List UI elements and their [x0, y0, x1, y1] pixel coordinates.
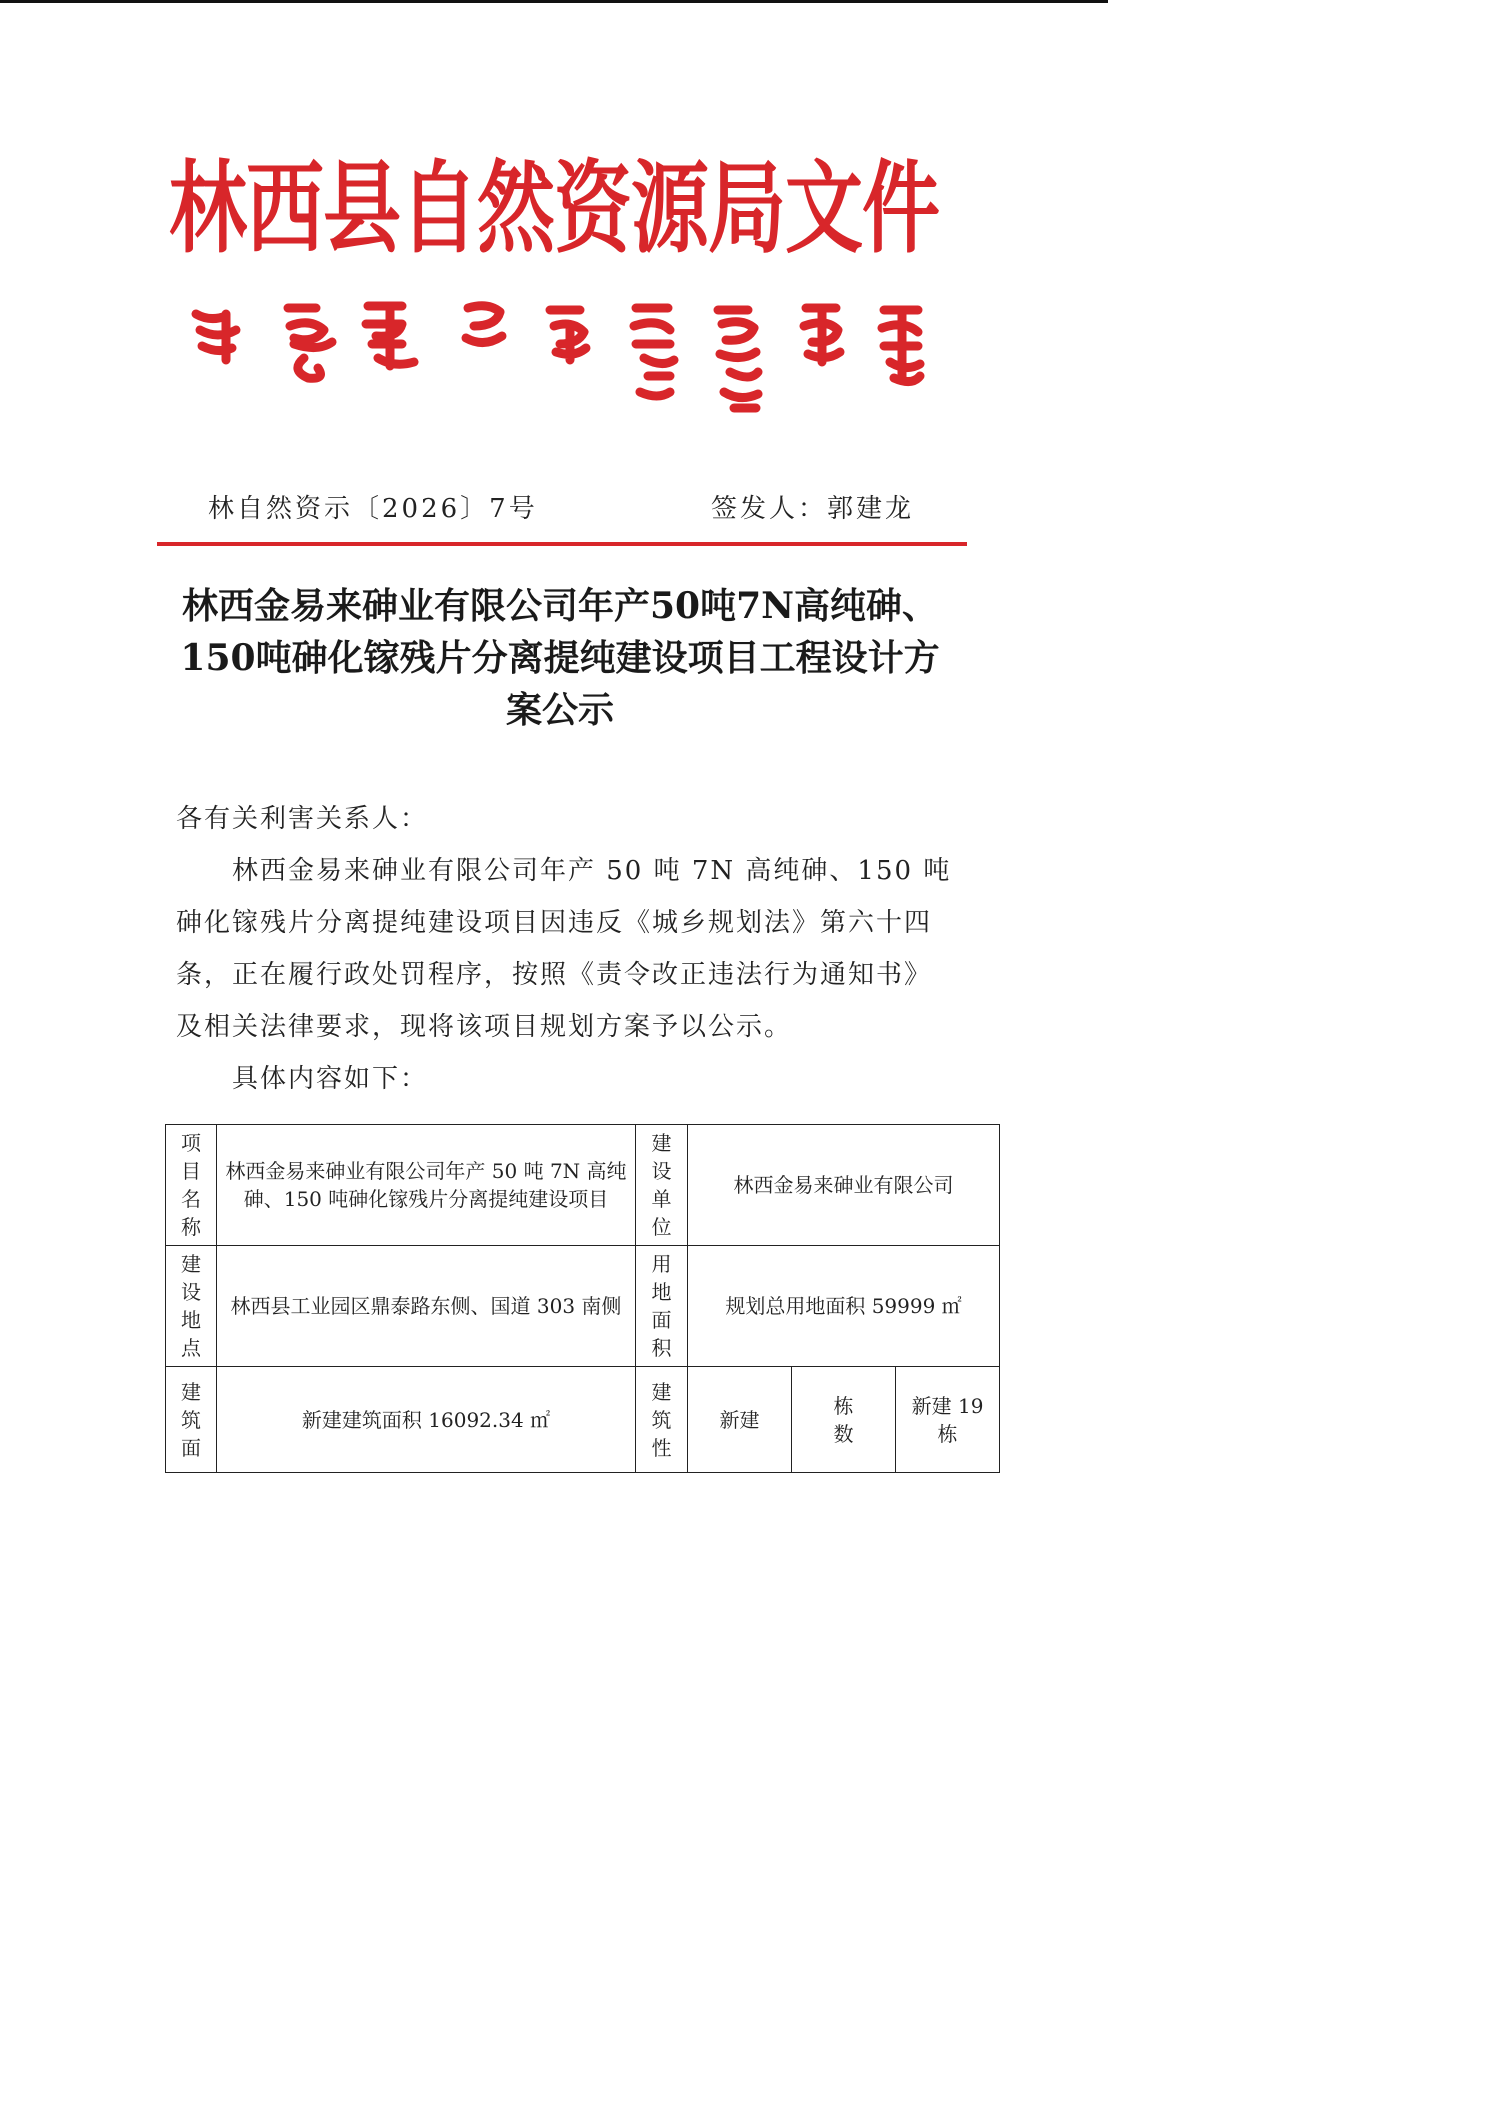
builder-label: 建设单位	[636, 1125, 688, 1246]
builder-value: 林西金易来砷业有限公司	[688, 1125, 1000, 1246]
signer: 签发人：郭建龙	[710, 494, 914, 524]
salutation: 各有关利害关系人：	[176, 804, 429, 834]
building-count-label: 栋数	[792, 1367, 896, 1473]
project-name-value: 林西金易来砷业有限公司年产 50 吨 7N 高纯砷、150 吨砷化镓残片分离提纯建设项目	[217, 1125, 636, 1246]
body-paragraph: 林西金易来砷业有限公司年产 50 吨 7N 高纯砷、150 吨砷化镓残片分离提纯建设项目因违反《城乡规划法》第六十四条，正在履行政处罚程序，按照《责令改正违法行为通知书》及相关法律要求，现将该项目规划方案予以公示。	[176, 856, 952, 1042]
building-nature-label: 建筑性	[636, 1367, 688, 1473]
table-row	[166, 1125, 1000, 1246]
document-number: 林自然资示〔2026〕7号	[208, 494, 538, 524]
building-area-label: 建筑面	[166, 1367, 217, 1473]
location-label: 建设地点	[166, 1246, 217, 1367]
building-area-value: 新建建筑面积 16092.34 ㎡	[217, 1367, 636, 1473]
page-top-edge	[0, 0, 1108, 3]
document-title: 林西金易来砷业有限公司年产50吨7N高纯砷、150吨砷化镓残片分离提纯建设项目工程设计方案公示	[180, 585, 940, 731]
land-area-label: 用地面积	[636, 1246, 688, 1367]
document-body	[176, 793, 956, 1105]
table-row	[166, 1246, 1000, 1367]
mongolian-header-title	[178, 296, 948, 421]
project-name-label: 项目名称	[166, 1125, 217, 1246]
mongolian-script-graphic	[178, 296, 948, 421]
building-nature-value: 新建	[688, 1367, 792, 1473]
issuer-header-title: 林西县自然资源局文件	[168, 152, 939, 268]
lead-sentence: 具体内容如下：	[232, 1064, 429, 1094]
land-area-value: 规划总用地面积 59999 ㎡	[688, 1246, 1000, 1367]
building-count-value: 新建 19 栋	[896, 1367, 1000, 1473]
project-info-table	[165, 1124, 1000, 1473]
table-row	[166, 1367, 1000, 1473]
red-divider	[157, 542, 967, 546]
location-value: 林西县工业园区鼎泰路东侧、国道 303 南侧	[217, 1246, 636, 1367]
